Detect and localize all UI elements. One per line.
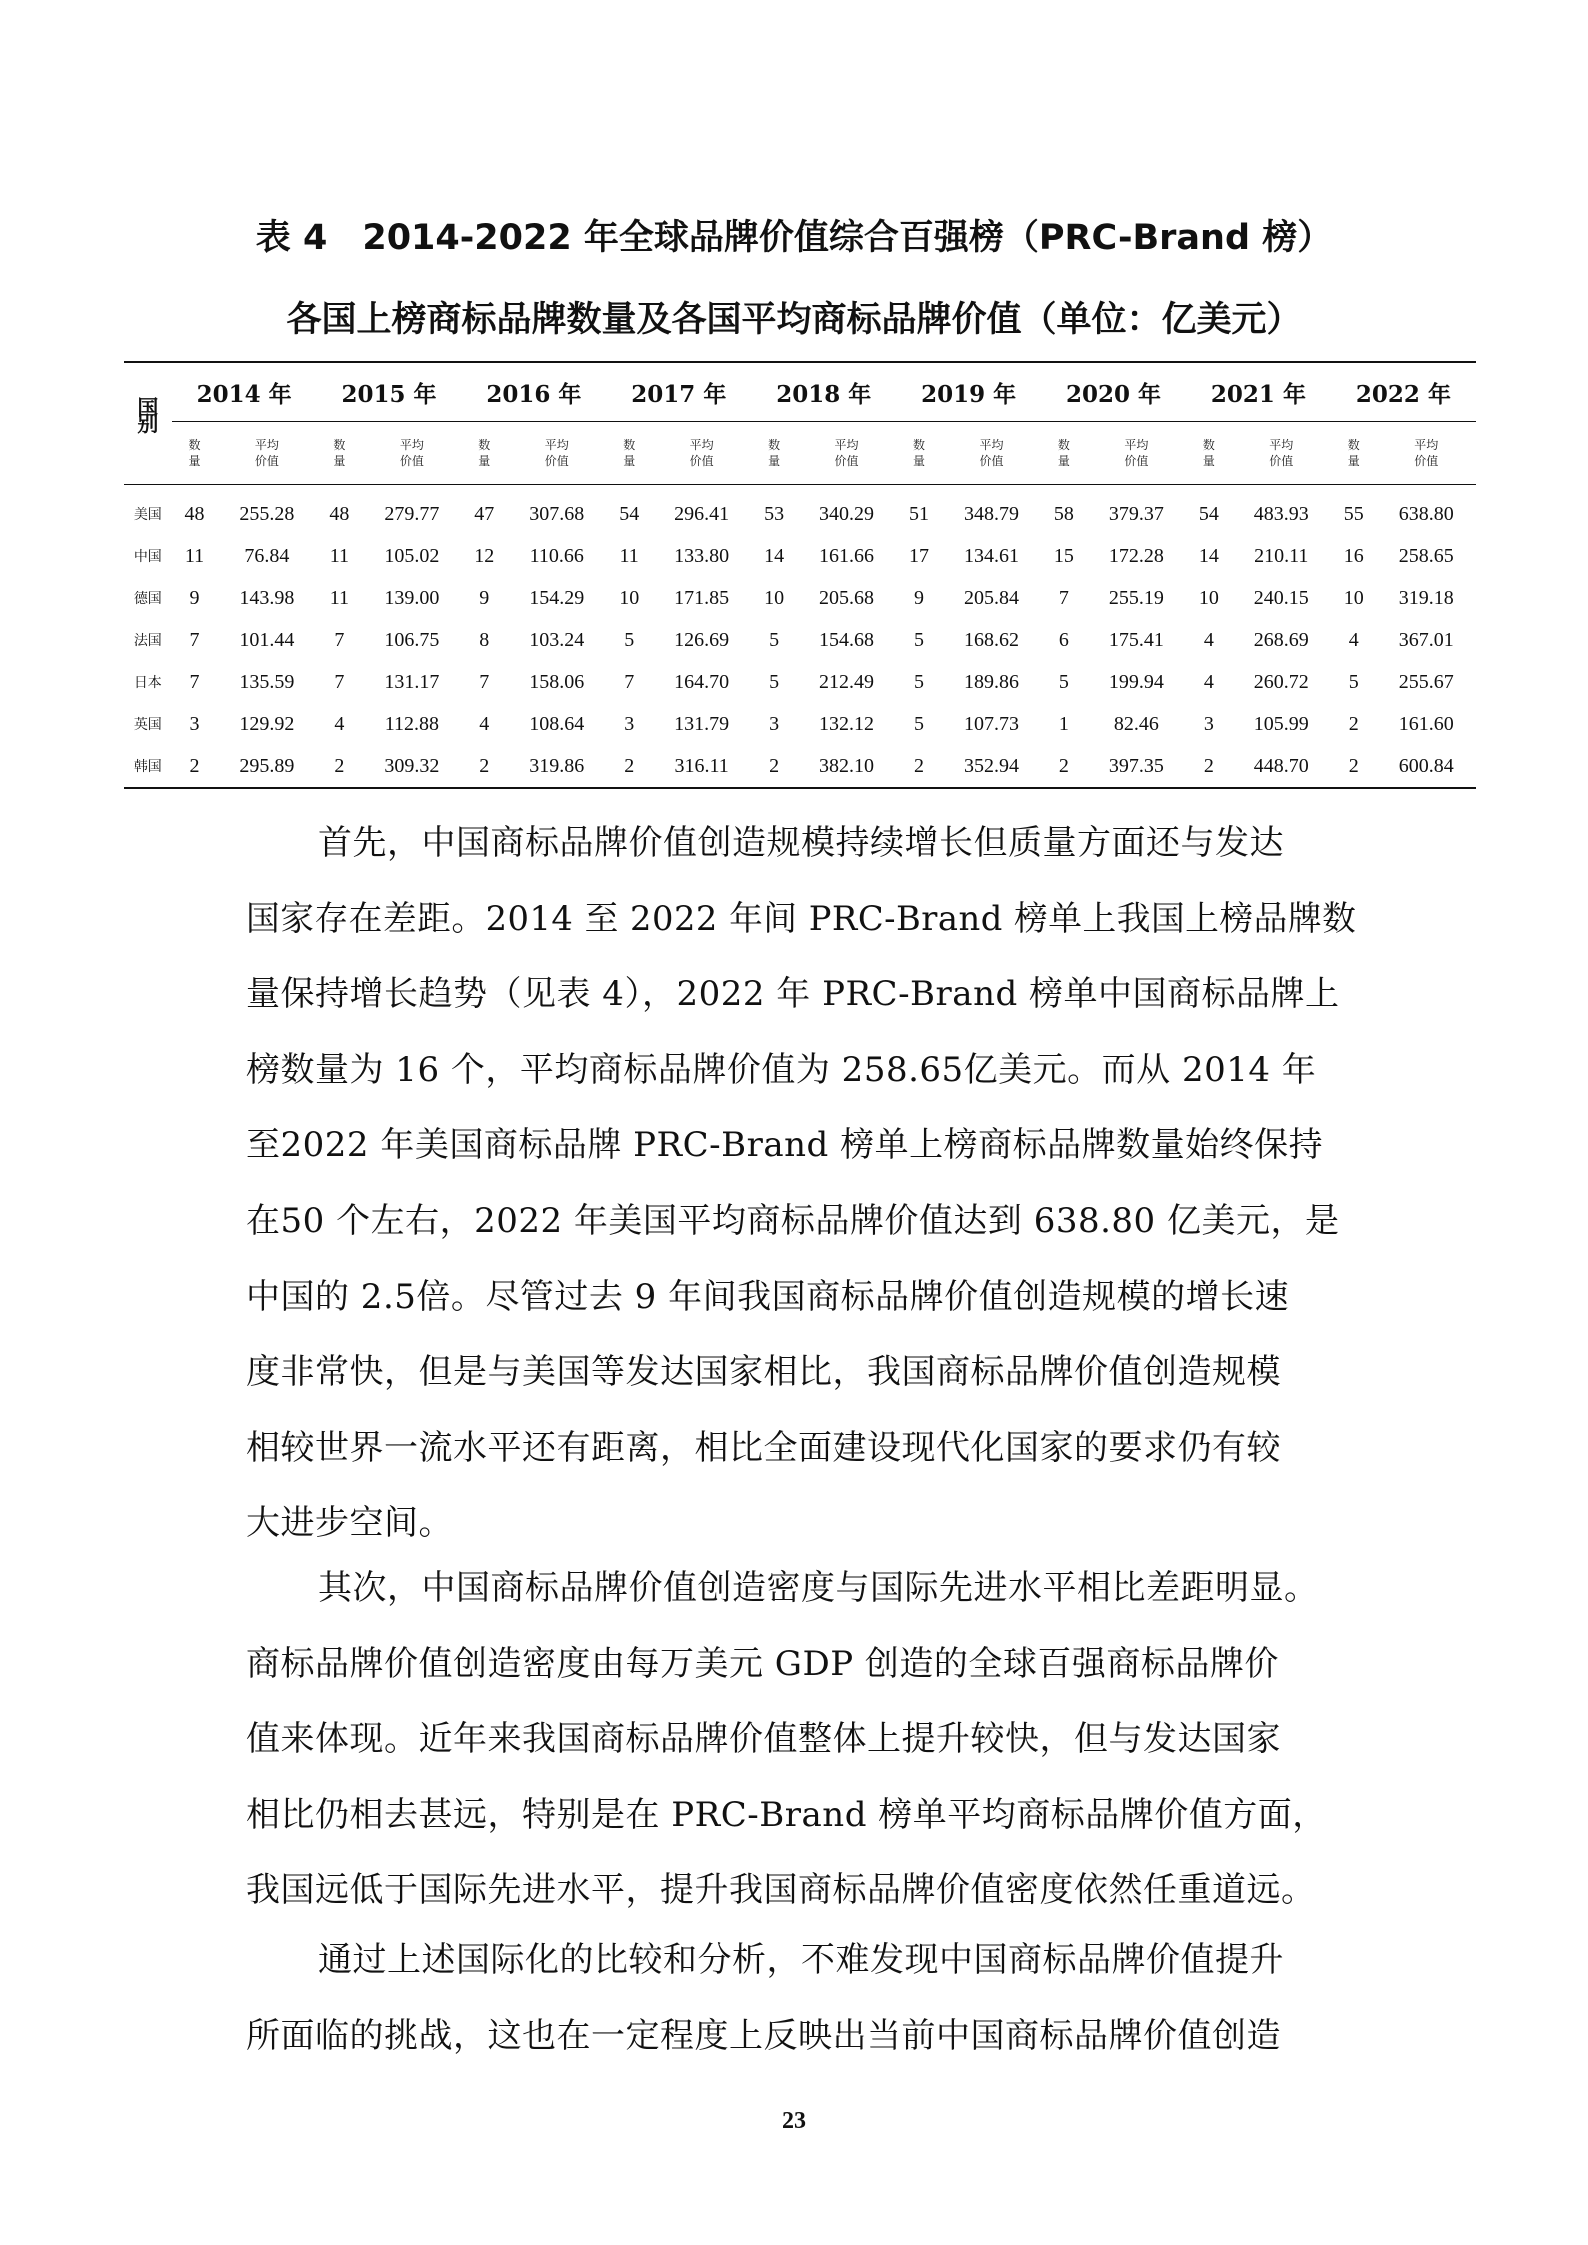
count-cell: 2 (479, 754, 490, 777)
avg-value-cell: 103.24 (529, 628, 585, 651)
avg-value-cell: 367.01 (1398, 628, 1454, 651)
count-cell: 10 (1343, 586, 1364, 609)
avg-value-cell: 210.11 (1254, 544, 1309, 567)
text-line: 在50 个左右，2022 年美国平均商标品牌价值达到 638.80 亿美元，是 (246, 1201, 1340, 1241)
count-cell: 2 (914, 754, 924, 777)
table-row (124, 745, 1476, 788)
avg-value-cell: 255.28 (239, 502, 295, 525)
avg-value-cell: 108.64 (529, 712, 585, 735)
text-line: 通过上述国际化的比较和分析，不难发现中国商标品牌价值提升 (318, 1940, 1284, 1980)
table-row (124, 619, 1476, 661)
year-header: 2018 年 (776, 380, 872, 408)
text-line: 其次，中国商标品牌价值创造密度与国际先进水平相比差距明显。 (318, 1568, 1319, 1608)
avg-value-cell: 161.66 (819, 544, 875, 567)
text-line: 量保持增长趋势（见表 4），2022 年 PRC-Brand 榜单中国商标品牌上 (246, 974, 1340, 1015)
count-cell: 16 (1343, 544, 1364, 567)
text-line: 首先，中国商标品牌价值创造规模持续增长但质量方面还与发达 (318, 823, 1284, 863)
avg-value-cell: 307.68 (529, 502, 585, 525)
country-cell: 德国 (133, 591, 162, 607)
avg-value-cell: 309.32 (384, 754, 440, 777)
year-header: 2020 年 (1066, 380, 1162, 408)
avg-value-subheader: 平均价值 (1124, 438, 1149, 468)
count-subheader: 数量 (913, 438, 926, 468)
avg-value-subheader: 平均价值 (254, 438, 279, 468)
year-header: 2016 年 (486, 380, 582, 408)
country-cell: 英国 (133, 717, 162, 733)
avg-value-cell: 319.86 (529, 754, 585, 777)
country-cell: 中国 (133, 549, 162, 565)
avg-value-cell: 316.11 (674, 754, 729, 777)
avg-value-cell: 154.29 (529, 586, 585, 609)
avg-value-cell: 134.61 (963, 544, 1019, 567)
avg-value-cell: 205.84 (963, 586, 1019, 609)
avg-value-subheader: 平均价值 (1414, 438, 1439, 468)
text-line: 相较世界一流水平还有距离，相比全面建设现代化国家的要求仍有较 (246, 1427, 1281, 1468)
count-cell: 10 (619, 586, 640, 609)
country-cell: 美国 (133, 507, 162, 523)
paragraph (246, 815, 1356, 1571)
count-cell: 7 (334, 628, 345, 651)
avg-value-cell: 126.69 (674, 628, 730, 651)
count-cell: 55 (1343, 502, 1364, 525)
avg-value-cell: 212.49 (819, 670, 875, 693)
avg-value-cell: 172.28 (1108, 544, 1164, 567)
count-cell: 14 (1198, 544, 1219, 567)
table-row (124, 577, 1476, 619)
count-subheader: 数量 (1347, 438, 1360, 468)
count-cell: 2 (769, 754, 780, 777)
avg-value-cell: 112.88 (384, 712, 439, 735)
table-body (124, 485, 1476, 789)
avg-value-cell: 139.00 (384, 586, 440, 609)
text-line: 中国的 2.5倍。尽管过去 9 年间我国商标品牌价值创造规模的增长速 (246, 1276, 1290, 1317)
page-number: 23 (782, 2108, 806, 2134)
count-cell: 10 (764, 586, 785, 609)
avg-value-cell: 279.77 (384, 502, 440, 525)
paragraph (246, 1560, 1356, 1938)
count-cell: 7 (334, 670, 345, 693)
table-row (124, 703, 1476, 745)
count-cell: 54 (1198, 502, 1219, 525)
count-cell: 2 (189, 754, 200, 777)
count-cell: 4 (1348, 628, 1359, 651)
avg-value-cell: 106.75 (384, 628, 440, 651)
count-cell: 54 (619, 502, 640, 525)
avg-value-cell: 161.60 (1398, 712, 1454, 735)
count-cell: 5 (769, 670, 780, 693)
avg-value-cell: 129.92 (239, 712, 295, 735)
count-cell: 51 (909, 502, 929, 525)
text-line: 相比仍相去甚远，特别是在 PRC-Brand 榜单平均商标品牌价值方面， (246, 1794, 1327, 1835)
count-cell: 4 (479, 712, 490, 735)
count-cell: 15 (1053, 544, 1074, 567)
avg-value-cell: 397.35 (1108, 754, 1164, 777)
avg-value-cell: 240.15 (1253, 586, 1309, 609)
table-subtitle: 各国上榜商标品牌数量及各国平均商标品牌价值（单位：亿美元） (286, 300, 1302, 340)
avg-value-cell: 154.68 (819, 628, 875, 651)
avg-value-cell: 268.69 (1253, 628, 1309, 651)
avg-value-cell: 189.86 (963, 670, 1019, 693)
table-row (124, 535, 1476, 577)
table-header-years (124, 362, 1476, 422)
count-cell: 5 (769, 628, 780, 651)
avg-value-cell: 382.10 (819, 754, 875, 777)
count-cell: 53 (764, 502, 785, 525)
text-line: 值来体现。近年来我国商标品牌价值整体上提升较快，但与发达国家 (246, 1719, 1281, 1760)
text-line: 度非常快，但是与美国等发达国家相比，我国商标品牌价值创造规模 (246, 1352, 1281, 1393)
avg-value-cell: 105.02 (384, 544, 440, 567)
avg-value-cell: 379.37 (1108, 502, 1164, 525)
avg-value-subheader: 平均价值 (544, 438, 569, 468)
count-subheader: 数量 (1057, 438, 1070, 468)
count-cell: 2 (1348, 754, 1359, 777)
avg-value-cell: 260.72 (1253, 670, 1309, 693)
avg-value-cell: 199.94 (1108, 670, 1164, 693)
avg-value-subheader: 平均价值 (834, 438, 859, 468)
avg-value-cell: 319.18 (1398, 586, 1454, 609)
count-cell: 11 (619, 544, 639, 567)
avg-value-cell: 101.44 (239, 628, 295, 651)
count-cell: 4 (334, 712, 345, 735)
count-cell: 58 (1053, 502, 1074, 525)
count-cell: 11 (329, 544, 349, 567)
count-cell: 8 (479, 628, 490, 651)
count-cell: 2 (334, 754, 345, 777)
count-cell: 17 (909, 544, 929, 567)
brand-ranking-table (124, 361, 1476, 789)
count-cell: 1 (1058, 712, 1069, 735)
count-subheader: 数量 (333, 438, 346, 468)
avg-value-cell: 143.98 (239, 586, 295, 609)
avg-value-cell: 164.70 (674, 670, 730, 693)
avg-value-subheader: 平均价值 (399, 438, 424, 468)
count-cell: 10 (1198, 586, 1219, 609)
year-header: 2015 年 (341, 380, 437, 408)
avg-value-cell: 340.29 (819, 502, 875, 525)
count-cell: 9 (479, 586, 490, 609)
count-cell: 2 (1058, 754, 1069, 777)
paragraph (246, 1932, 1356, 2083)
text-line: 榜数量为 16 个，平均商标品牌价值为 258.65亿美元。而从 2014 年 (246, 1049, 1317, 1090)
avg-value-cell: 135.59 (239, 670, 295, 693)
country-cell: 法国 (133, 633, 162, 649)
count-cell: 3 (189, 712, 200, 735)
count-cell: 5 (914, 628, 924, 651)
count-cell: 3 (624, 712, 635, 735)
table-row (124, 661, 1476, 703)
text-line: 国家存在差距。2014 至 2022 年间 PRC-Brand 榜单上我国上榜品牌数 (246, 898, 1357, 939)
avg-value-cell: 205.68 (819, 586, 875, 609)
avg-value-subheader: 平均价值 (1269, 438, 1294, 468)
count-cell: 14 (764, 544, 785, 567)
year-header: 2014 年 (196, 380, 292, 408)
avg-value-cell: 132.12 (819, 712, 875, 735)
country-column-header: 国别 (137, 396, 159, 436)
count-cell: 48 (184, 502, 205, 525)
text-line: 所面临的挑战，这也在一定程度上反映出当前中国商标品牌价值创造 (246, 2015, 1281, 2056)
count-cell: 2 (1348, 712, 1359, 735)
avg-value-cell: 110.66 (529, 544, 584, 567)
count-cell: 5 (914, 712, 924, 735)
count-cell: 48 (329, 502, 350, 525)
count-cell: 4 (1203, 628, 1214, 651)
count-subheader: 数量 (623, 438, 636, 468)
avg-value-cell: 175.41 (1108, 628, 1164, 651)
avg-value-cell: 131.79 (674, 712, 730, 735)
text-line: 商标品牌价值创造密度由每万美元 GDP 创造的全球百强商标品牌价 (246, 1643, 1279, 1684)
avg-value-cell: 168.62 (963, 628, 1019, 651)
text-line: 我国远低于国际先进水平，提升我国商标品牌价值密度依然任重道远。 (246, 1870, 1316, 1911)
count-cell: 47 (474, 502, 495, 525)
count-cell: 5 (1348, 670, 1359, 693)
count-cell: 11 (184, 544, 205, 567)
count-cell: 7 (479, 670, 490, 693)
avg-value-cell: 600.84 (1398, 754, 1454, 777)
avg-value-cell: 448.70 (1253, 754, 1309, 777)
avg-value-cell: 348.79 (963, 502, 1019, 525)
count-cell: 5 (624, 628, 635, 651)
year-header: 2021 年 (1210, 380, 1306, 408)
avg-value-cell: 82.46 (1113, 712, 1159, 735)
avg-value-cell: 158.06 (529, 670, 585, 693)
count-cell: 11 (329, 586, 349, 609)
country-cell: 韩国 (133, 759, 162, 775)
count-cell: 2 (1203, 754, 1214, 777)
table-row (124, 485, 1476, 536)
count-cell: 3 (769, 712, 780, 735)
avg-value-cell: 133.80 (674, 544, 730, 567)
avg-value-cell: 107.73 (963, 712, 1019, 735)
text-line: 大进步空间。 (246, 1503, 453, 1544)
count-subheader: 数量 (768, 438, 781, 468)
count-cell: 6 (1058, 628, 1069, 651)
text-line: 至2022 年美国商标品牌 PRC-Brand 榜单上榜商标品牌数量始终保持 (246, 1125, 1324, 1166)
count-cell: 4 (1203, 670, 1214, 693)
count-cell: 5 (1058, 670, 1069, 693)
count-cell: 7 (624, 670, 635, 693)
avg-value-cell: 638.80 (1398, 502, 1454, 525)
avg-value-cell: 255.67 (1398, 670, 1454, 693)
avg-value-cell: 483.93 (1253, 502, 1309, 525)
country-cell: 日本 (133, 675, 162, 691)
count-subheader: 数量 (478, 438, 491, 468)
year-header: 2017 年 (631, 380, 727, 408)
count-cell: 7 (189, 628, 200, 651)
count-cell: 7 (1058, 586, 1069, 609)
count-cell: 7 (189, 670, 200, 693)
count-cell: 9 (914, 586, 924, 609)
count-cell: 3 (1203, 712, 1214, 735)
count-cell: 9 (189, 586, 200, 609)
count-subheader: 数量 (188, 438, 201, 468)
count-cell: 12 (474, 544, 495, 567)
avg-value-subheader: 平均价值 (689, 438, 714, 468)
table-header-subcolumns (124, 422, 1476, 485)
avg-value-cell: 255.19 (1108, 586, 1164, 609)
avg-value-cell: 105.99 (1253, 712, 1309, 735)
year-header: 2019 年 (921, 380, 1017, 408)
table-title: 表 4 2014-2022 年全球品牌价值综合百强榜（PRC-Brand 榜） (255, 218, 1333, 258)
avg-value-subheader: 平均价值 (979, 438, 1004, 468)
avg-value-cell: 258.65 (1398, 544, 1454, 567)
avg-value-cell: 131.17 (384, 670, 440, 693)
avg-value-cell: 296.41 (674, 502, 730, 525)
avg-value-cell: 295.89 (239, 754, 295, 777)
avg-value-cell: 352.94 (963, 754, 1019, 777)
avg-value-cell: 76.84 (244, 544, 290, 567)
count-subheader: 数量 (1202, 438, 1215, 468)
year-header: 2022 年 (1355, 380, 1451, 408)
count-cell: 5 (914, 670, 924, 693)
count-cell: 2 (624, 754, 635, 777)
avg-value-cell: 171.85 (674, 586, 730, 609)
